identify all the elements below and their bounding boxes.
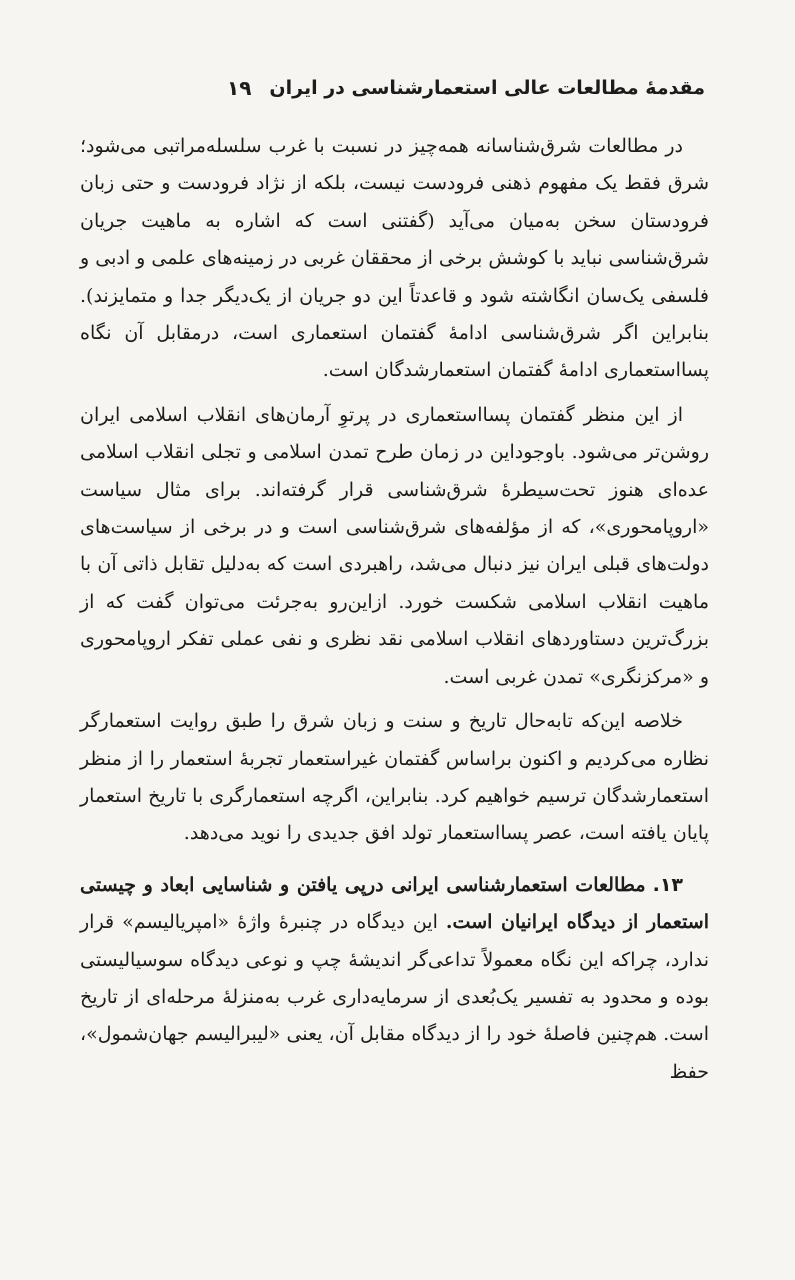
paragraph-2: از این منظر گفتمان پسااستعماری در پرتوِ آرمان‌های انقلاب اسلامی ایران روشن‌تر می‌شود. باوجوداین در زمان طرح تمدن اسلامی و تجلی انقلاب اسلامی عده‌ای هنوز تحت‌سیطرهٔ شرق‌شناسی قرار گرفته‌اند. برای مثال سیاست «اروپامحوری»، که از مؤلفه‌های شرق‌شناسی است و در برخی از سیاست‌های دولت‌های قبلی ایران نیز دنبال می‌شد، راهبردی است که به‌دلیل تقابل ذاتی آن با ماهیت انقلاب اسلامی شکست خورد. ازاین‌رو به‌جرئت می‌توان گفت که از بزرگ‌ترین دستاوردهای انقلاب اسلامی نقد نظری و نفی عملی تفکر اروپامحوری و «مرکزنگری» تمدن غربی است. bbox=[80, 403, 709, 688]
section-heading: مطالعات استعمارشناسی ایرانی درپی یافتن و شناسایی ابعاد و چیستی استعمار از دیدگاه ایرانیان است. bbox=[80, 873, 709, 934]
page-number: ۱۹ bbox=[226, 76, 252, 100]
section-number: ۱۳. bbox=[652, 873, 684, 896]
body-text bbox=[80, 128, 709, 1091]
running-header bbox=[90, 70, 705, 106]
paragraph-1: در مطالعات شرق‌شناسانه همه‌چیز در نسبت با غرب سلسله‌مراتبی می‌شود؛ شرق فقط یک مفهوم ذهنی فرودست نیست، بلکه از نژاد فرودست و حتی زبان فرودستان سخن به‌میان می‌آید (گفتنی است که اشاره به ماهیت جریان شرق‌شناسی نباید با کوشش برخی از محققان غربی در زمینه‌های علمی و ادبی و فلسفی یک‌سان انگاشته شود و قاعدتاً این دو جریان از یک‌دیگر جدا و متمایزند). بنابراین اگر شرق‌شناسی ادامهٔ گفتمان استعماری است، درمقابل آن نگاه پسااستعماری ادامهٔ گفتمان استعمارشدگان است. bbox=[80, 135, 709, 382]
section-13-paragraph bbox=[80, 867, 709, 1091]
paragraph-3: خلاصه این‌که تابه‌حال تاریخ و سنت و زبان شرق را طبق روایت استعمارگر نظاره می‌کردیم و اکنون براساس گفتمان غیراستعمار تجربهٔ استعمار را از منظر استعمارشدگان ترسیم خواهیم کرد. بنابراین، اگرچه استعمارگری با تاریخ استعمار پایان یافته است، عصر پسااستعمار تولد افق جدیدی را نوید می‌دهد. bbox=[80, 710, 709, 845]
section-body: این دیدگاه در چنبرهٔ واژهٔ «امپریالیسم» قرار ندارد، چراکه این نگاه معمولاً تداعی‌گر اندیشهٔ چپ و نوعی دیدگاه سوسیالیستی بوده و محدود به تفسیر یک‌بُعدی از سرمایه‌داری غرب به‌منزلهٔ مرحله‌ای از تاریخ است. هم‌چنین فاصلهٔ خود را از دیدگاه مقابل آن، یعنی «لیبرالیسم جهان‌شمول»، حفظ bbox=[80, 911, 709, 1083]
running-header-title: مقدمهٔ مطالعات عالی استعمارشناسی در ایران bbox=[269, 77, 705, 99]
